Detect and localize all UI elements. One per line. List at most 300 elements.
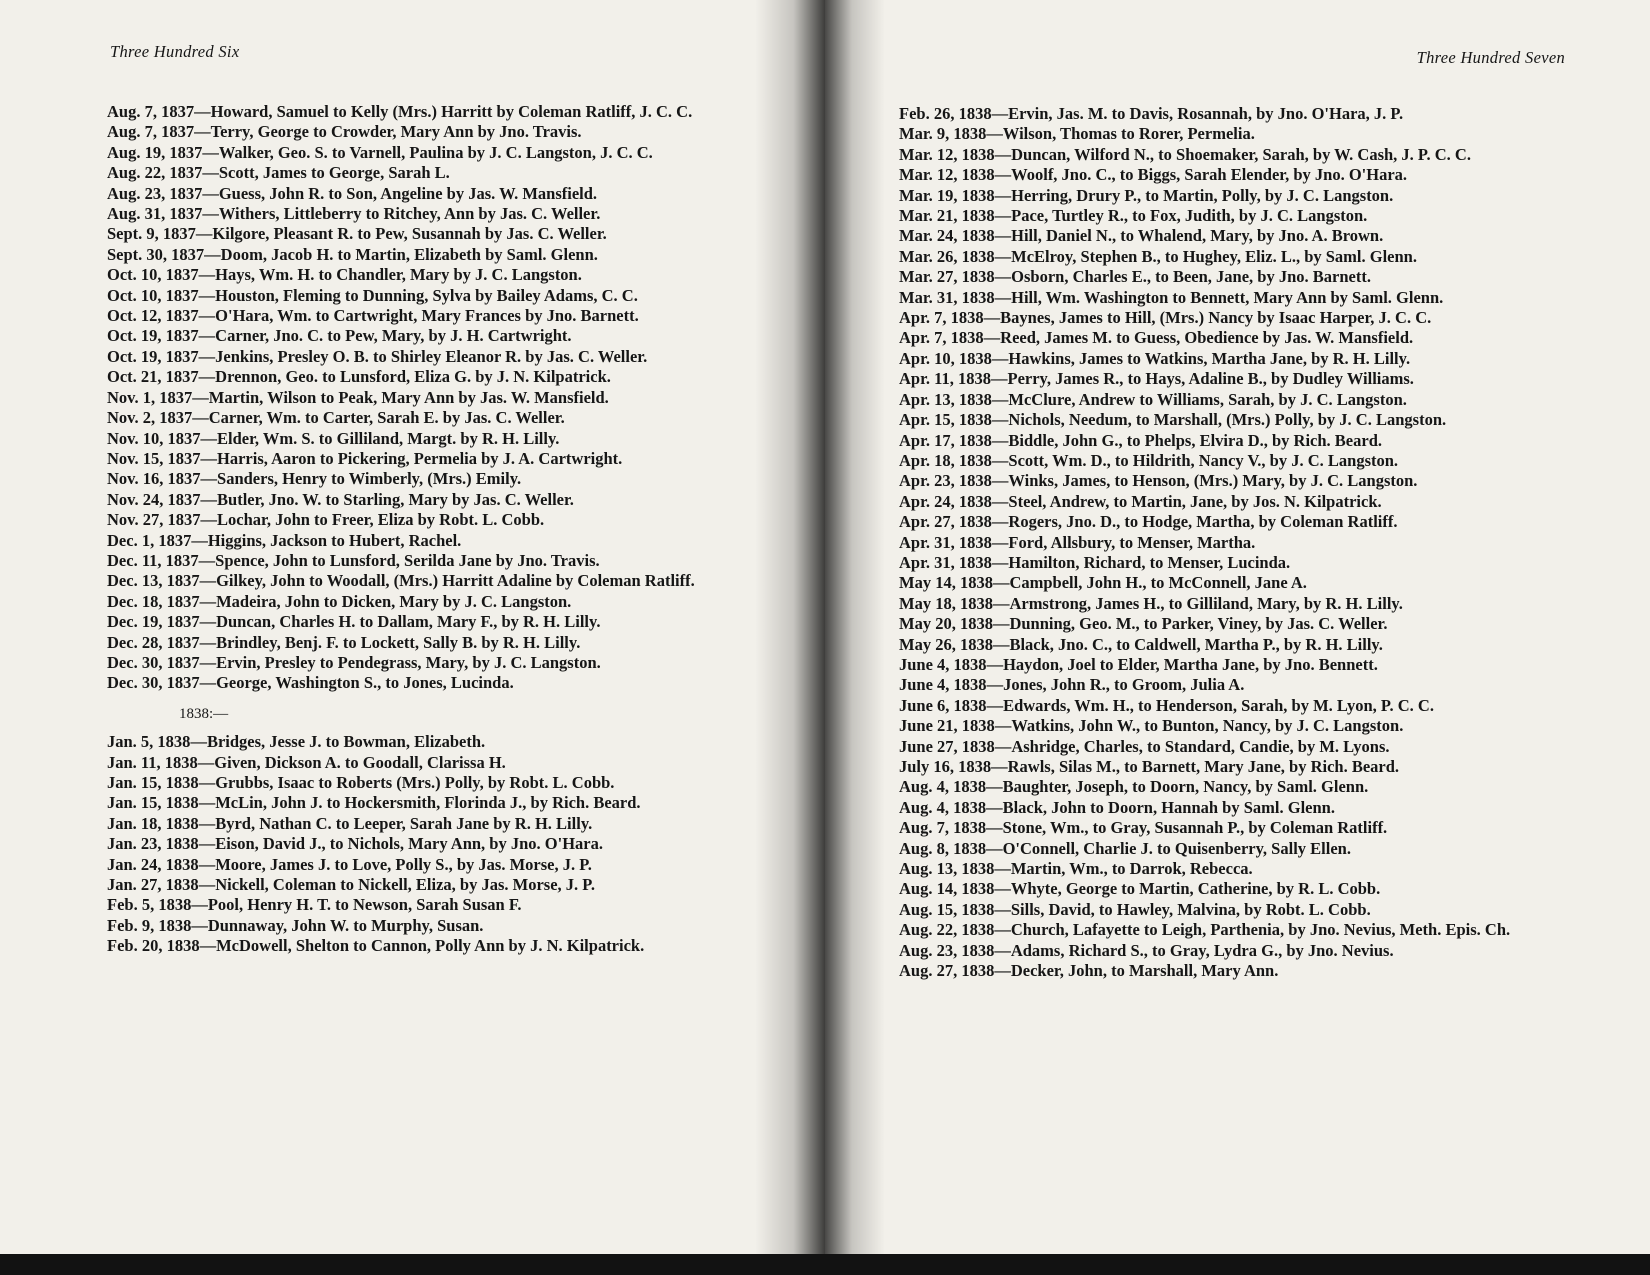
entry-separator: — [986, 797, 1003, 817]
entry-separator: — [986, 695, 1004, 715]
entry-text: Osborn, Charles E., to Been, Jane, by Jno. Barnett. [1011, 267, 1371, 287]
entry-date: Apr. 31, 1838 [899, 552, 992, 572]
entry-date: Aug. 8, 1838 [899, 838, 987, 858]
entry-date: Mar. 27, 1838 [899, 267, 995, 287]
entry-text: Scott, Wm. D., to Hildrith, Nancy V., by J. C. Langston. [1008, 450, 1399, 470]
entry-separator: — [198, 346, 216, 366]
entry-text: Elder, Wm. S. to Gilliland, Margt. by R. H. Lilly. [217, 428, 560, 448]
entry-date: Feb. 20, 1838 [107, 936, 200, 956]
entry-text: Watkins, John W., to Bunton, Nancy, by J. C. Langston. [1011, 716, 1404, 736]
entry-date: Apr. 18, 1838 [899, 450, 992, 470]
entry-text: Reed, James M. to Guess, Obedience by Jas. W. Mansfield. [1000, 328, 1414, 348]
entry-date: Aug. 27, 1838 [899, 961, 995, 981]
entry-date: Apr. 7, 1838 [899, 308, 984, 328]
entry-separator: — [994, 185, 1012, 205]
entry-separator: — [983, 328, 1001, 348]
entry-date: Mar. 12, 1838 [899, 165, 995, 185]
entry-date: Aug. 23, 1838 [899, 940, 995, 960]
year-divider: 1838:— [179, 705, 229, 722]
entry-date: Mar. 26, 1838 [899, 246, 995, 266]
entry-text: Ervin, Presley to Pendegrass, Mary, by J. C. Langston. [216, 652, 601, 672]
entry-date: Aug. 4, 1838 [899, 797, 987, 817]
marriage-entry [899, 349, 1549, 369]
entry-text: Perry, James R., to Hays, Adaline B., by Dudley Williams. [1007, 369, 1414, 389]
entry-date: Mar. 21, 1838 [899, 206, 995, 226]
entry-separator: — [991, 104, 1009, 123]
entry-text: Madeira, John to Dicken, Mary by J. C. Langston. [216, 591, 572, 611]
entry-date: Nov. 2, 1837 [107, 408, 193, 428]
marriage-entry [899, 226, 1549, 246]
entry-date: Oct. 10, 1837 [107, 285, 199, 305]
entry-text: O'Connell, Charlie J. to Quisenberry, Sally Ellen. [1002, 838, 1351, 858]
entry-separator: — [202, 204, 219, 224]
entry-separator: — [994, 920, 1011, 940]
marriage-record-list-right [899, 104, 1549, 981]
marriage-entry [107, 265, 759, 285]
entry-text: Walker, Geo. S. to Varnell, Paulina by J. C. Langston, J. C. C. [218, 142, 653, 162]
entry-text: Nickell, Coleman to Nickell, Eliza, by Jas. Morse, J. P. [215, 875, 595, 895]
entry-text: Woolf, Jno. C., to Biggs, Sarah Elender, by Jno. O'Hara. [1011, 165, 1408, 185]
entry-text: McElroy, Stephen B., to Hughey, Eliz. L., by Saml. Glenn. [1011, 246, 1417, 266]
entry-text: Whyte, George to Martin, Catherine, by R. L. Cobb. [1010, 879, 1381, 899]
entry-date: May 18, 1838 [899, 593, 993, 613]
entry-separator: — [994, 879, 1011, 899]
entry-date: Apr. 7, 1838 [899, 328, 984, 348]
entry-separator: — [991, 450, 1009, 470]
entry-separator: — [991, 491, 1009, 511]
marriage-entry [107, 469, 759, 489]
entry-separator: — [991, 369, 1008, 389]
entry-date: Aug. 13, 1838 [899, 859, 995, 879]
marriage-entry [899, 777, 1549, 797]
marriage-record-list-left [107, 102, 759, 957]
entry-text: Eison, David J., to Nichols, Mary Ann, by Jno. O'Hara. [215, 834, 603, 854]
left-page [0, 0, 825, 1254]
entry-separator: — [991, 552, 1009, 572]
entry-separator: — [983, 308, 1001, 328]
entry-text: Martin, Wilson to Peak, Mary Ann by Jas. W. Mansfield. [208, 387, 609, 407]
entry-separator: — [202, 183, 219, 203]
marriage-entry [899, 798, 1549, 818]
entry-separator: — [994, 961, 1011, 981]
entry-date: Mar. 12, 1838 [899, 144, 995, 164]
marriage-entry [899, 512, 1549, 532]
entry-separator: — [198, 854, 216, 874]
marriage-entry [899, 757, 1549, 777]
entry-date: Apr. 17, 1838 [899, 430, 992, 450]
marriage-entry [107, 895, 759, 915]
entry-separator: — [986, 777, 1003, 797]
marriage-entry [899, 573, 1549, 593]
entry-date: Dec. 30, 1837 [107, 673, 200, 693]
entry-date: Sept. 30, 1837 [107, 244, 205, 264]
entry-separator: — [986, 654, 1004, 674]
entry-date: Dec. 19, 1837 [107, 612, 200, 632]
entry-separator: — [198, 773, 216, 792]
entry-separator: — [198, 326, 216, 346]
marriage-entry [107, 673, 759, 693]
entry-separator: — [198, 813, 216, 833]
entry-text: Baughter, Joseph, to Doorn, Nancy, by Saml. Glenn. [1002, 777, 1369, 797]
marriage-entry [899, 839, 1549, 859]
entry-date: Dec. 13, 1837 [107, 571, 200, 591]
entry-separator: — [994, 716, 1012, 736]
marriage-entry [899, 328, 1549, 348]
entry-date: Apr. 10, 1838 [899, 348, 992, 368]
page-header-right: Three Hundred Seven [1416, 48, 1565, 67]
entry-date: Dec. 18, 1837 [107, 591, 200, 611]
marriage-entry [107, 592, 759, 612]
marriage-entry [899, 818, 1549, 838]
entry-separator: — [198, 265, 216, 285]
marriage-entry [899, 737, 1549, 757]
right-page [825, 0, 1650, 1254]
entry-separator: — [198, 793, 216, 813]
entry-separator: — [194, 102, 211, 121]
marriage-entry [899, 451, 1549, 471]
entry-date: June 6, 1838 [899, 695, 987, 715]
entry-separator: — [192, 387, 209, 407]
entry-date: Nov. 27, 1837 [107, 510, 201, 530]
entry-text: Sanders, Henry to Wimberly, (Mrs.) Emily. [217, 469, 522, 489]
entry-date: Oct. 19, 1837 [107, 346, 199, 366]
marriage-entry [107, 855, 759, 875]
marriage-entry [107, 834, 759, 854]
marriage-entry [107, 388, 759, 408]
entry-text: Terry, George to Crowder, Mary Ann by Jno. Travis. [210, 122, 582, 142]
entry-text: Byrd, Nathan C. to Leeper, Sarah Jane by R. H. Lilly. [215, 813, 593, 833]
marriage-entry [107, 449, 759, 469]
marriage-entry [107, 753, 759, 773]
entry-separator: — [198, 285, 216, 305]
marriage-entry [107, 306, 759, 326]
entry-separator: — [991, 532, 1009, 552]
entry-text: Pace, Turtley R., to Fox, Judith, by J. C. Langston. [1011, 206, 1368, 226]
entry-date: Apr. 31, 1838 [899, 532, 992, 552]
marriage-entry [899, 655, 1549, 675]
entry-date: May 26, 1838 [899, 634, 993, 654]
entry-separator: — [199, 571, 217, 591]
entry-separator: — [994, 165, 1012, 185]
entry-separator: — [991, 348, 1009, 368]
entry-text: Decker, John, to Marshall, Mary Ann. [1010, 961, 1279, 981]
entry-separator: — [194, 122, 211, 142]
entry-text: Pool, Henry H. T. to Newson, Sarah Susan F. [207, 895, 522, 915]
entry-text: Higgins, Jackson to Hubert, Rachel. [207, 530, 462, 550]
entry-separator: — [986, 818, 1003, 838]
entry-date: Aug. 7, 1838 [899, 818, 987, 838]
entry-date: Jan. 18, 1838 [107, 813, 199, 833]
entry-text: McClure, Andrew to Williams, Sarah, by J. C. Langston. [1008, 389, 1407, 409]
entry-separator: — [199, 612, 217, 632]
entry-text: Hawkins, James to Watkins, Martha Jane, by R. H. Lilly. [1008, 348, 1411, 368]
entry-date: Aug. 14, 1838 [899, 879, 995, 899]
entry-date: Nov. 1, 1837 [107, 387, 193, 407]
entry-date: Mar. 19, 1838 [899, 185, 995, 205]
marriage-entry [107, 326, 759, 346]
entry-date: Aug. 31, 1837 [107, 204, 203, 224]
entry-date: Dec. 30, 1837 [107, 652, 200, 672]
marriage-entry [899, 145, 1549, 165]
entry-text: Kilgore, Pleasant R. to Pew, Susannah by Jas. C. Weller. [212, 224, 607, 244]
entry-date: Feb. 9, 1838 [107, 915, 192, 935]
entry-text: O'Hara, Wm. to Cartwright, Mary Frances by Jno. Barnett. [215, 306, 639, 326]
entry-separator: — [994, 226, 1012, 246]
entry-text: Biddle, John G., to Phelps, Elvira D., by Rich. Beard. [1008, 430, 1382, 450]
entry-date: Apr. 23, 1838 [899, 471, 992, 491]
entry-separator: — [199, 632, 217, 652]
entry-date: Jan. 23, 1838 [107, 834, 199, 854]
entry-date: Aug. 7, 1837 [107, 102, 195, 121]
entry-date: Apr. 27, 1838 [899, 512, 992, 532]
marriage-entry [899, 431, 1549, 451]
marriage-entry [899, 859, 1549, 879]
entry-date: Feb. 26, 1838 [899, 104, 992, 123]
entry-date: Jan. 11, 1838 [107, 752, 198, 772]
entry-separator: — [994, 267, 1012, 287]
entry-separator: — [994, 144, 1012, 164]
entry-separator: — [994, 899, 1011, 919]
entry-text: Houston, Fleming to Dunning, Sylva by Bailey Adams, C. C. [215, 285, 638, 305]
entry-text: Duncan, Wilford N., to Shoemaker, Sarah, by W. Cash, J. P. C. C. [1011, 144, 1471, 164]
entry-separator: — [204, 244, 221, 264]
entry-separator: — [991, 410, 1009, 430]
entry-text: Butler, Jno. W. to Starling, Mary by Jas. C. Weller. [217, 489, 574, 509]
marriage-entry [107, 875, 759, 895]
marriage-entry [107, 224, 759, 244]
entry-separator: — [986, 675, 1004, 695]
entry-separator: — [191, 895, 208, 915]
entry-date: Dec. 11, 1837 [107, 550, 199, 570]
entry-date: Oct. 21, 1837 [107, 367, 199, 387]
entry-separator: — [994, 859, 1011, 879]
entry-text: Adams, Richard S., to Gray, Lydra G., by Jno. Nevius. [1010, 940, 1394, 960]
marriage-entry [107, 612, 759, 632]
entry-separator: — [192, 408, 209, 428]
entry-separator: — [991, 512, 1009, 532]
binding-shadow-left [755, 0, 825, 1254]
entry-separator: — [991, 389, 1009, 409]
entry-separator: — [994, 287, 1012, 307]
entry-date: Apr. 11, 1838 [899, 369, 991, 389]
entry-text: Ford, Allsbury, to Menser, Martha. [1008, 532, 1256, 552]
marriage-entry [107, 633, 759, 653]
entry-date: Nov. 10, 1837 [107, 428, 201, 448]
entry-text: Harris, Aaron to Pickering, Permelia by J. A. Cartwright. [217, 448, 623, 468]
marriage-entry [107, 429, 759, 449]
entry-text: Herring, Drury P., to Martin, Polly, by J. C. Langston. [1011, 185, 1394, 205]
entry-text: Sills, David, to Hawley, Malvina, by Robt. L. Cobb. [1010, 899, 1371, 919]
marriage-entry [899, 165, 1549, 185]
entry-separator: — [191, 915, 208, 935]
entry-text: Withers, Littleberry to Ritchey, Ann by Jas. C. Weller. [218, 204, 601, 224]
entry-separator: — [991, 757, 1008, 776]
entry-text: McDowell, Shelton to Cannon, Polly Ann by J. N. Kilpatrick. [216, 936, 645, 956]
entry-separator: — [200, 428, 218, 448]
entry-text: Winks, James, to Henson, (Mrs.) Mary, by J. C. Langston. [1008, 471, 1418, 491]
entry-text: Edwards, Wm. H., to Henderson, Sarah, by M. Lyon, P. C. C. [1003, 695, 1434, 715]
entry-text: Given, Dickson A. to Goodall, Clarissa H. [214, 752, 506, 772]
entry-separator: — [992, 614, 1010, 634]
entry-separator: — [986, 124, 1003, 144]
entry-text: Hill, Daniel N., to Whalend, Mary, by Jno. A. Brown. [1011, 226, 1384, 246]
marriage-entry [107, 531, 759, 551]
entry-text: Steel, Andrew, to Martin, Jane, by Jos. N. Kilpatrick. [1008, 491, 1382, 511]
entry-separator: — [198, 367, 216, 387]
marriage-entry [899, 614, 1549, 634]
entry-text: Jenkins, Presley O. B. to Shirley Eleanor R. by Jas. C. Weller. [215, 346, 648, 366]
entry-text: Moore, James J. to Love, Polly S., by Jas. Morse, J. P. [215, 854, 592, 874]
marriage-entry [899, 533, 1549, 553]
entry-text: Rawls, Silas M., to Barnett, Mary Jane, by Rich. Beard. [1007, 757, 1400, 776]
marriage-entry [107, 653, 759, 673]
entry-separator: — [198, 550, 216, 570]
marriage-entry [107, 490, 759, 510]
marriage-entry [899, 206, 1549, 226]
entry-text: Black, John to Doorn, Hannah by Saml. Glenn. [1002, 797, 1335, 817]
marriage-entry [107, 551, 759, 571]
entry-text: Wilson, Thomas to Rorer, Permelia. [1002, 124, 1255, 144]
marriage-entry [107, 916, 759, 936]
entry-text: Duncan, Charles H. to Dallam, Mary F., by R. H. Lilly. [216, 612, 601, 632]
entry-text: Armstrong, James H., to Gilliland, Mary, by R. H. Lilly. [1009, 593, 1403, 613]
marriage-entry [899, 696, 1549, 716]
marriage-entry [107, 286, 759, 306]
marriage-entry [899, 124, 1549, 144]
entry-separator: — [200, 489, 218, 509]
entry-separator: — [991, 430, 1009, 450]
binding-shadow-right [825, 0, 885, 1254]
entry-text: Hays, Wm. H. to Chandler, Mary by J. C. Langston. [215, 265, 582, 285]
entry-date: Mar. 24, 1838 [899, 226, 995, 246]
marriage-entry [107, 347, 759, 367]
entry-separator: — [200, 510, 218, 530]
entry-date: Nov. 24, 1837 [107, 489, 201, 509]
marriage-entry [899, 247, 1549, 267]
entry-text: Stone, Wm., to Gray, Susannah P., by Coleman Ratliff. [1002, 818, 1388, 838]
entry-text: Doom, Jacob H. to Martin, Elizabeth by Saml. Glenn. [220, 244, 598, 264]
marriage-entry [107, 122, 759, 142]
entry-separator: — [991, 471, 1009, 491]
entry-separator: — [199, 673, 217, 693]
marriage-entry [899, 410, 1549, 430]
entry-date: Jan. 5, 1838 [107, 732, 191, 752]
entry-date: Dec. 1, 1837 [107, 530, 192, 550]
entry-date: Oct. 19, 1837 [107, 326, 199, 346]
entry-text: Lochar, John to Freer, Eliza by Robt. L. Cobb. [217, 510, 545, 530]
entry-text: Ervin, Jas. M. to Davis, Rosannah, by Jno. O'Hara, J. P. [1008, 104, 1404, 123]
marriage-entry [107, 773, 759, 793]
entry-text: Drennon, Geo. to Lunsford, Eliza G. by J. N. Kilpatrick. [215, 367, 611, 387]
entry-text: Baynes, James to Hill, (Mrs.) Nancy by Isaac Harper, J. C. C. [1000, 308, 1432, 328]
marriage-entry [107, 732, 759, 752]
entry-date: Apr. 24, 1838 [899, 491, 992, 511]
entry-date: Oct. 10, 1837 [107, 265, 199, 285]
entry-separator: — [986, 838, 1003, 858]
entry-separator: — [992, 634, 1010, 654]
entry-text: Nichols, Needum, to Marshall, (Mrs.) Polly, by J. C. Langston. [1008, 410, 1447, 430]
entry-separator: — [199, 591, 217, 611]
entry-text: Guess, John R. to Son, Angeline by Jas. W. Mansfield. [218, 183, 598, 203]
entry-text: Church, Lafayette to Leigh, Parthenia, by Jno. Nevius, Meth. Epis. Ch. [1010, 920, 1511, 940]
entry-date: Aug. 7, 1837 [107, 122, 195, 142]
marriage-entry [899, 594, 1549, 614]
marriage-entry [899, 471, 1549, 491]
marriage-entry [107, 408, 759, 428]
marriage-entry [107, 510, 759, 530]
marriage-entry [899, 920, 1549, 940]
marriage-entry [107, 793, 759, 813]
entry-text: Campbell, John H., to McConnell, Jane A. [1009, 573, 1307, 593]
marriage-entry [107, 204, 759, 224]
entry-date: June 4, 1838 [899, 654, 987, 674]
marriage-entry [899, 288, 1549, 308]
marriage-entry [899, 267, 1549, 287]
marriage-entry [899, 941, 1549, 961]
marriage-entry [107, 245, 759, 265]
entry-date: Apr. 15, 1838 [899, 410, 992, 430]
entry-date: Aug. 22, 1837 [107, 163, 203, 183]
entry-date: Aug. 15, 1838 [899, 899, 995, 919]
entry-separator: — [994, 246, 1012, 266]
entry-date: Aug. 22, 1838 [899, 920, 995, 940]
entry-text: Spence, John to Lunsford, Serilda Jane by Jno. Travis. [215, 550, 600, 570]
marriage-entry [899, 716, 1549, 736]
entry-date: June 27, 1838 [899, 736, 995, 756]
entry-text: Jones, John R., to Groom, Julia A. [1003, 675, 1245, 695]
entry-separator: — [992, 573, 1010, 593]
entry-date: Jan. 24, 1838 [107, 854, 199, 874]
marriage-entry [107, 936, 759, 956]
marriage-entry [899, 635, 1549, 655]
entry-text: Brindley, Benj. F. to Lockett, Sally B. by R. H. Lilly. [216, 632, 581, 652]
marriage-entry [899, 879, 1549, 899]
entry-text: Haydon, Joel to Elder, Martha Jane, by Jno. Bennett. [1003, 654, 1378, 674]
scan-border [0, 1254, 1650, 1275]
entry-separator: — [202, 142, 219, 162]
marriage-entry [899, 961, 1549, 981]
entry-text: Carner, Jno. C. to Pew, Mary, by J. H. Cartwright. [215, 326, 572, 346]
entry-separator: — [200, 448, 218, 468]
marriage-entry [107, 102, 759, 122]
marriage-entry [107, 814, 759, 834]
entry-date: Jan. 27, 1838 [107, 875, 199, 895]
entry-date: July 16, 1838 [899, 757, 992, 776]
entry-separator: — [197, 752, 215, 772]
entry-text: George, Washington S., to Jones, Lucinda. [216, 673, 514, 693]
entry-date: Jan. 15, 1838 [107, 793, 199, 813]
entry-date: Oct. 12, 1837 [107, 306, 199, 326]
marriage-entry [899, 186, 1549, 206]
entry-text: Martin, Wm., to Darrok, Rebecca. [1010, 859, 1253, 879]
marriage-entry [899, 390, 1549, 410]
entry-text: Scott, James to George, Sarah L. [218, 163, 450, 183]
entry-date: Aug. 23, 1837 [107, 183, 203, 203]
entry-date: Mar. 31, 1838 [899, 287, 995, 307]
entry-date: Aug. 4, 1838 [899, 777, 987, 797]
entry-date: Mar. 9, 1838 [899, 124, 987, 144]
marriage-entry [899, 675, 1549, 695]
entry-separator: — [202, 163, 219, 183]
entry-separator: — [992, 593, 1010, 613]
entry-date: Nov. 16, 1837 [107, 469, 201, 489]
entry-separator: — [198, 306, 216, 326]
marriage-entry [899, 104, 1549, 124]
entry-separator: — [191, 530, 208, 550]
entry-separator: — [994, 736, 1012, 756]
entry-separator: — [199, 936, 217, 956]
entry-text: Dunnaway, John W. to Murphy, Susan. [207, 915, 484, 935]
